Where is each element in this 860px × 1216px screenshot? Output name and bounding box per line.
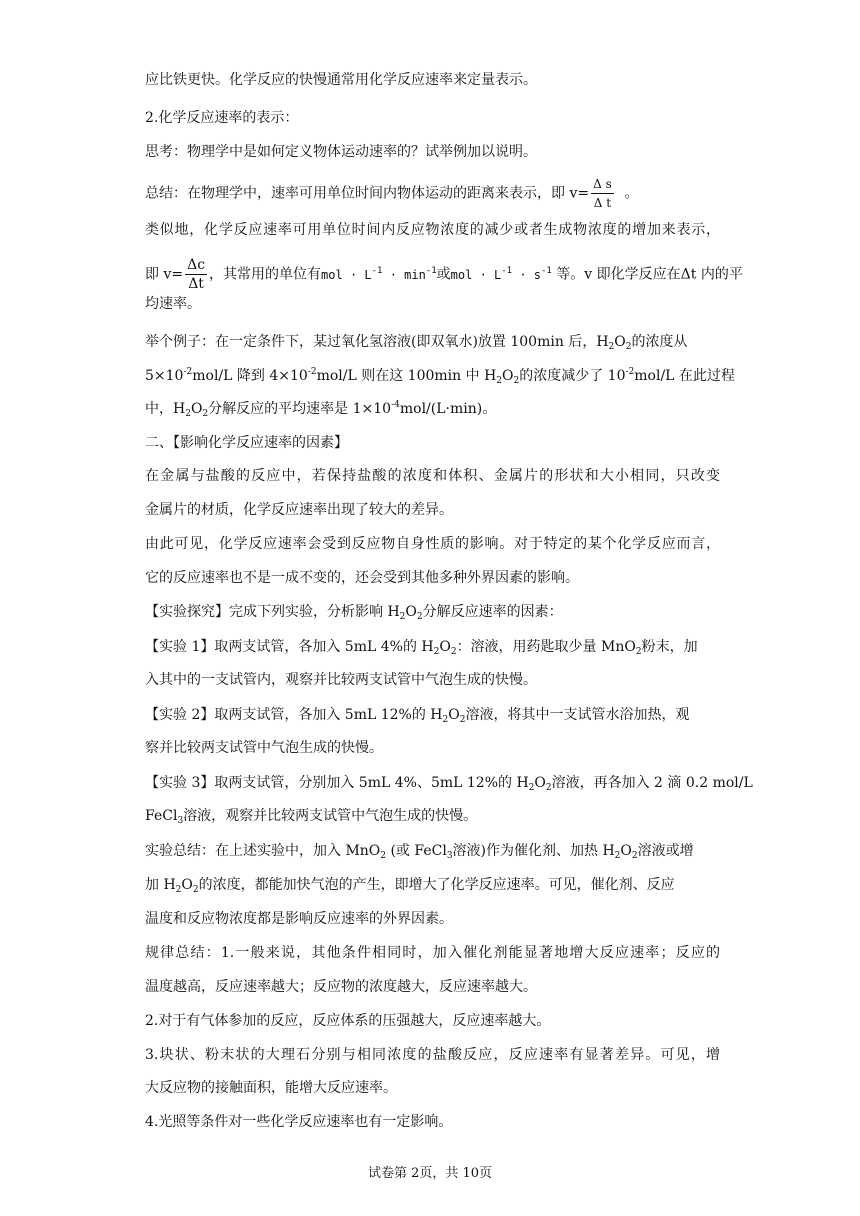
velocity-fraction: $\frac{\text{Δ s}}{\text{Δ t}}$ xyxy=(593,177,612,210)
paragraph-line: 均速率。 xyxy=(145,296,201,312)
paragraph-line: 温度和反应物浓度都是影响反应速率的外界因素。 xyxy=(145,911,453,927)
paragraph-line: 察并比较两支试管中气泡生成的快慢。 xyxy=(145,740,383,756)
rate-definition-line: 即 v= $\frac{\Delta c}{\Delta t}$ ，其常用的单位有mol · $L^{-1} \cdot \min^{-1}$或mol · $L^{-1} \cdot s^{-1}$ 等。v 即化学反应在Δt 内的平 xyxy=(145,257,743,292)
paragraph-line: 温度越高，反应速率越大；反应物的浓度越大，反应速率越大。 xyxy=(145,979,537,995)
unit-formula: mol · $L^{-1} \cdot s^{-1}$ xyxy=(450,265,552,282)
paragraph-line: 思考：物理学中是如何定义物体运动速率的？试举例加以说明。 xyxy=(145,144,537,160)
paragraph-line: 大反应物的接触面积，能增大反应速率。 xyxy=(145,1080,397,1096)
paragraph-line: 它的反应速率也不是一成不变的，还会受到其他多种外界因素的影响。 xyxy=(145,570,579,586)
paragraph-line: 应比铁更快。化学反应的快慢通常用化学反应速率来定量表示。 xyxy=(145,72,537,88)
paragraph-line: 入其中的一支试管内，观察并比较两支试管中气泡生成的快慢。 xyxy=(145,672,537,688)
paragraph-line: $5\times 10^{-2}mol/L$ 降到 $4\times 10^{-2}mol/L$ 则在这 100min 中 $H_2O_2$的浓度减少了 $10^{-2}mol/L$ 在此过程 xyxy=(145,367,735,386)
paragraph-line: 金属片的材质，化学反应速率出现了较大的差异。 xyxy=(145,502,453,518)
paragraph-line: 2.对于有气体参加的反应，反应体系的压强越大，反应速率越大。 xyxy=(145,1013,551,1029)
paragraph-line: FeCl$_3$溶液，观察并比较两支试管中气泡生成的快慢。 xyxy=(145,808,478,826)
paragraph-line: 【实验 2】取两支试管，各加入 5mL 12%的 $H_2O_2$溶液，将其中一支试管水浴加热，观 xyxy=(145,707,690,725)
velocity-definition-line: 总结：在物理学中，速率可用单位时间内物体运动的距离来表示，即 v= $\frac{\text{Δ s}}{\text{Δ t}}$ 。 xyxy=(145,177,639,210)
paragraph-line: 4.光照等条件对一些化学反应速率也有一定影响。 xyxy=(145,1114,453,1130)
paragraph-line: 由此可见，化学反应速率会受到反应物自身性质的影响。对于特定的某个化学反应而言， xyxy=(145,536,720,552)
paragraph-line: 【实验 3】取两支试管，分别加入 5mL 4%、5mL 12%的 $H_2O_2$溶液，再各加入 2 滴 0.2 mol/L xyxy=(145,775,753,793)
paragraph-line: 【实验 1】取两支试管，各加入 5mL 4%的 $H_2O_2$：溶液，用药匙取少量 MnO$_2$粉末，加 xyxy=(145,639,698,657)
paragraph-line: 举个例子：在一定条件下，某过氧化氢溶液(即双氧水)放置 100min 后，$H_2O_2$的浓度从 xyxy=(145,334,688,352)
paragraph-line: 中，$H_2O_2$分解反应的平均速率是 $1\times 10^{-4}mol/(L\cdot\min)$。 xyxy=(145,400,497,419)
paragraph-line: 【实验探究】完成下列实验，分析影响 $H_2O_2$分解反应速率的因素： xyxy=(145,604,563,622)
page-footer: 试卷第 2页，共 10页 xyxy=(367,1166,493,1181)
paragraph-line: 3.块状、粉末状的大理石分别与相同浓度的盐酸反应，反应速率有显著差异。可见，增 xyxy=(145,1047,720,1063)
paragraph-line: 实验总结：在上述实验中，加入 MnO$_2$ (或 FeCl$_3$溶液)作为催化剂、加热 $H_2O_2$溶液或增 xyxy=(145,843,694,861)
unit-formula: mol · $L^{-1} \cdot \min^{-1}$ xyxy=(321,265,437,282)
paragraph-line: 加 $H_2O_2$的浓度，都能加快气泡的产生，即增大了化学反应速率。可见，催化剂、反应 xyxy=(145,877,675,895)
paragraph-line: 规律总结：1.一般来说，其他条件相同时，加入催化剂能显著地增大反应速率；反应的 xyxy=(145,945,720,961)
paragraph-line: 类似地，化学反应速率可用单位时间内反应物浓度的减少或者生成物浓度的增加来表示， xyxy=(145,222,720,238)
rate-fraction: $\frac{\Delta c}{\Delta t}$ xyxy=(187,257,206,292)
section-heading: 二、【影响化学反应速率的因素】 xyxy=(145,435,348,451)
section-heading: 2.化学反应速率的表示： xyxy=(145,110,299,126)
paragraph-line: 在金属与盐酸的反应中，若保持盐酸的浓度和体积、金属片的形状和大小相同，只改变 xyxy=(145,468,720,484)
